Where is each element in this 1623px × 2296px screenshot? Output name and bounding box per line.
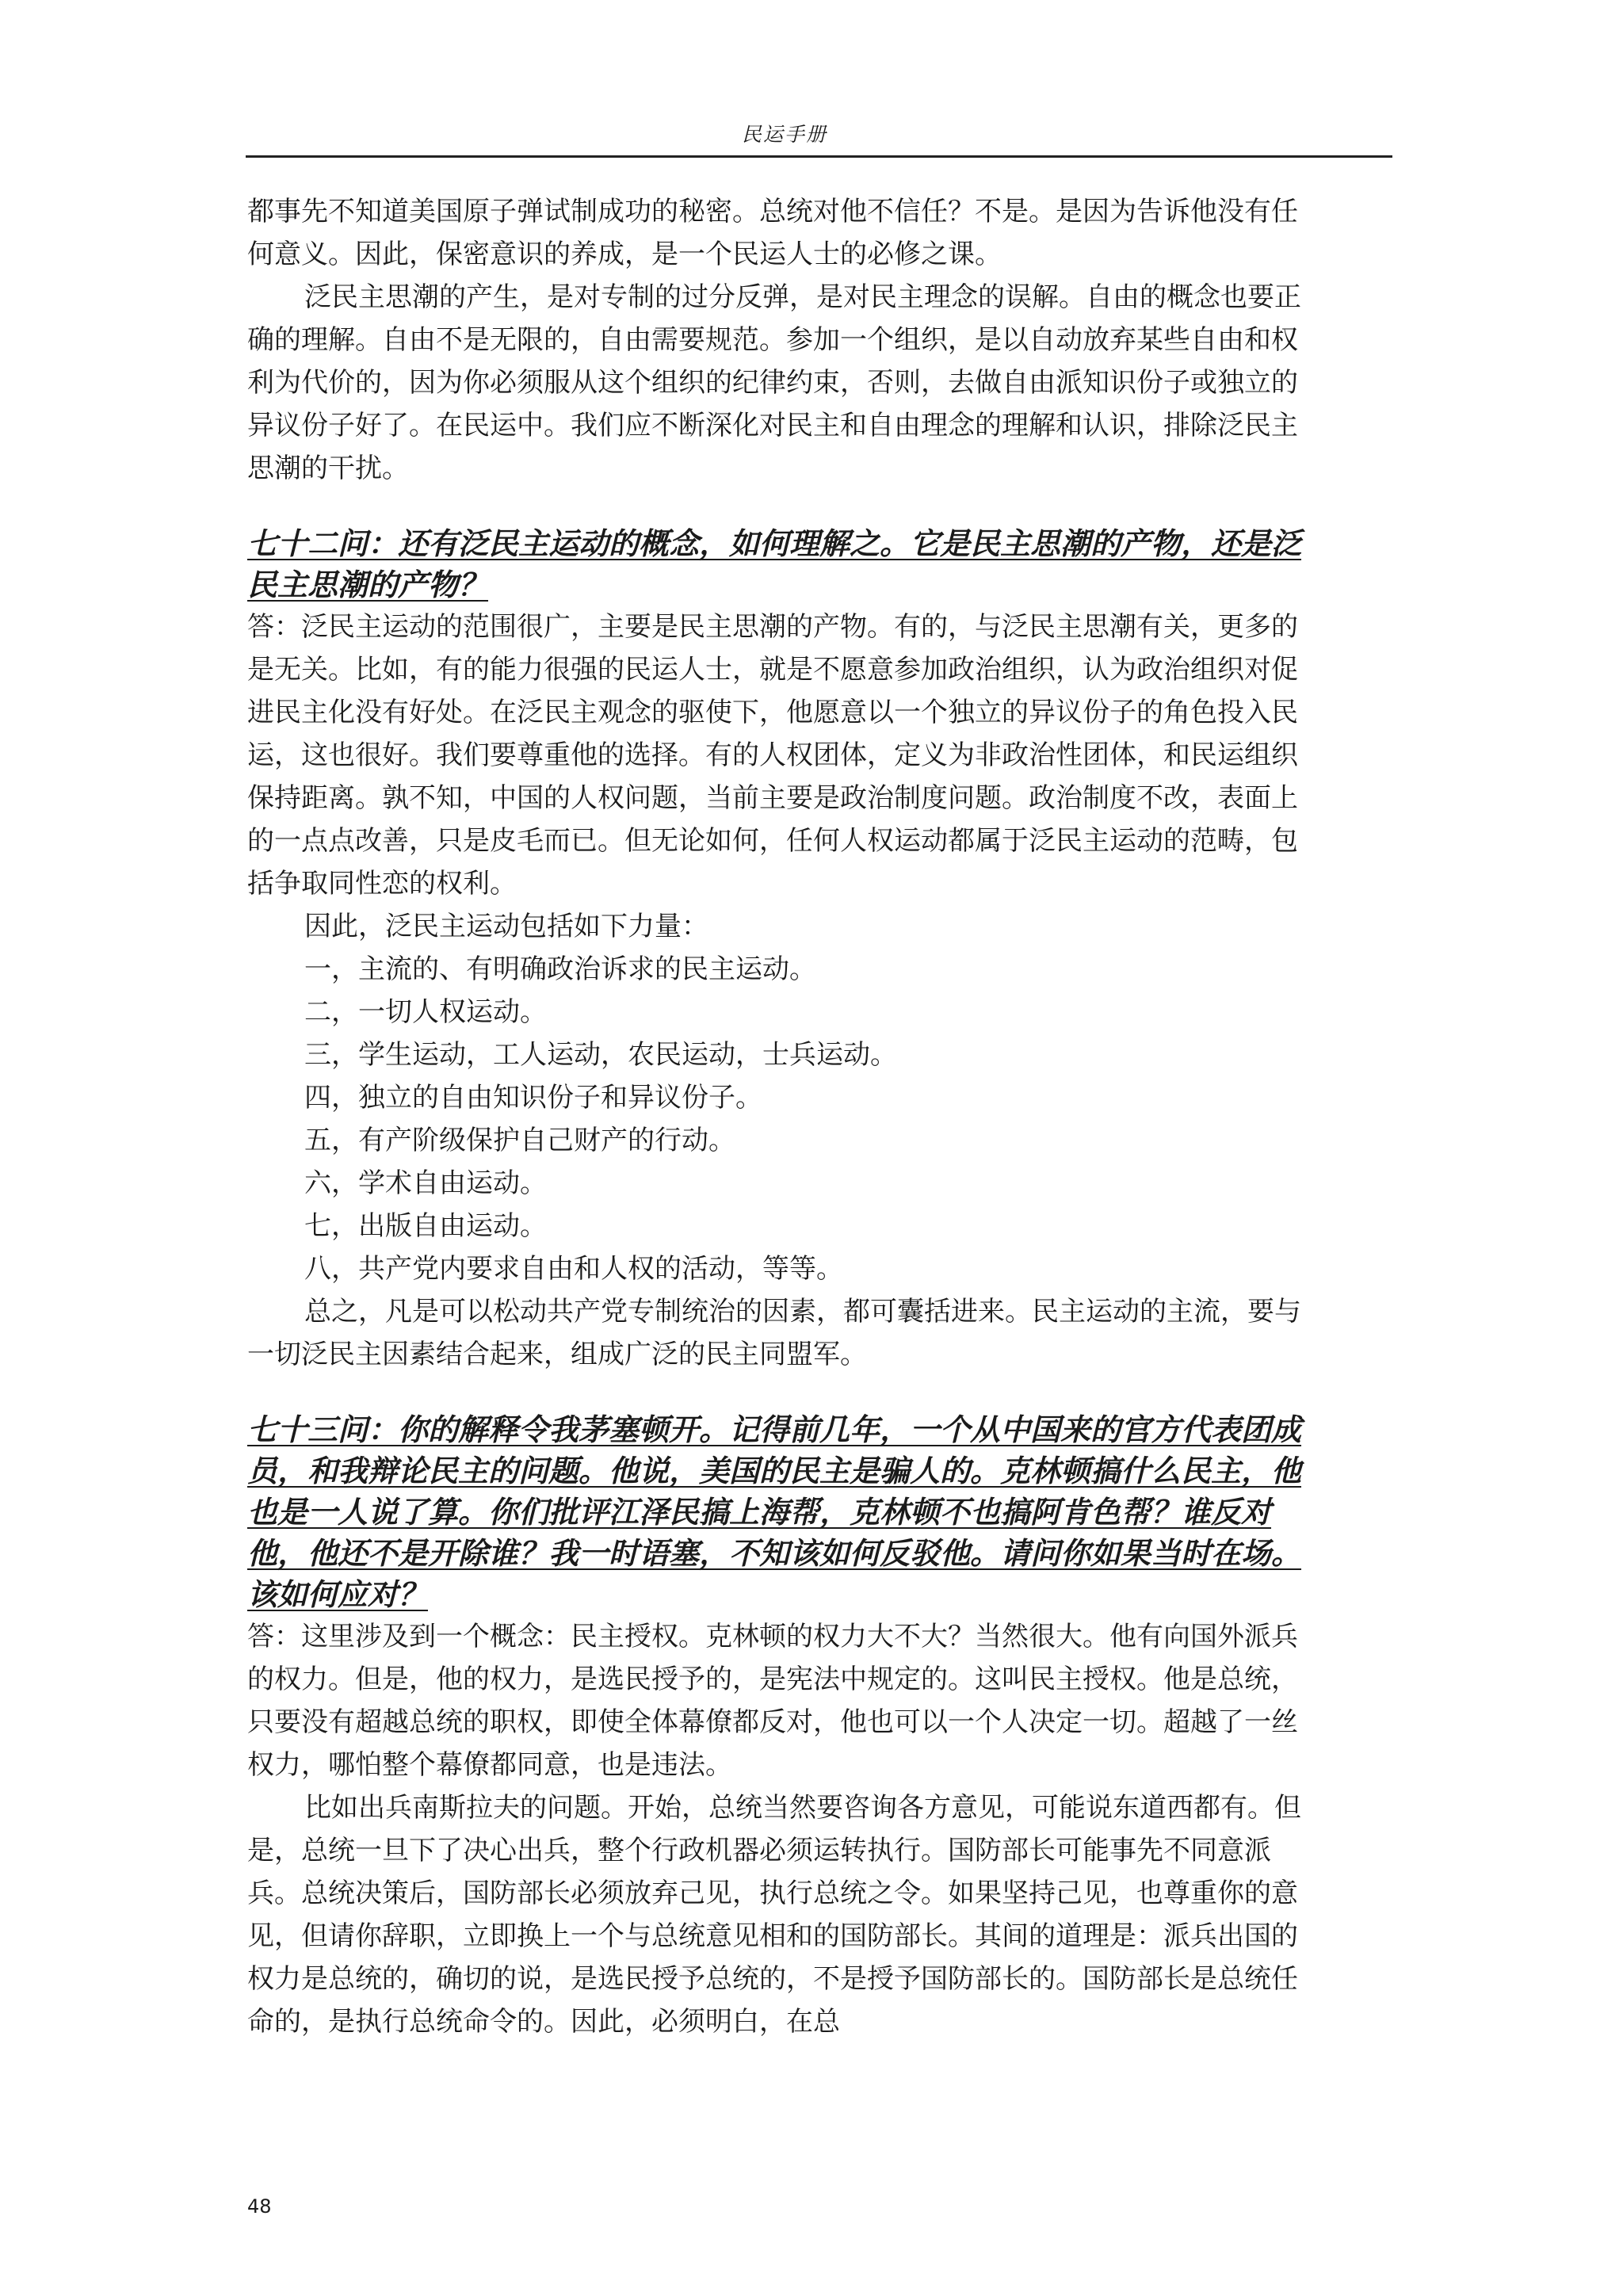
list-item: 五，有产阶级保护自己财产的行动。 <box>304 1125 735 1156</box>
list-item: 八，共产党内要求自由和人权的活动，等等。 <box>304 1253 843 1285</box>
list-item: 七，出版自由运动。 <box>304 1210 547 1242</box>
answer-paragraph: 答：泛民主运动的范围很广，主要是民主思潮的产物。有的，与泛民主思潮有关，更多的是无关。比如，有的能力很强的民运人士，就是不愿意参加政治组织，认为政治组织对促进民主化没有好处。在泛民主观念的驱使下，他愿意以一个独立的异议份子的角色投入民运，这也很好。我们要尊重他的选择。有的人权团体，定义为非政治性团体，和民运组织保持距离。孰不知，中国的人权问题，当前主要是政治制度问题。政治制度不改，表面上的一点点改善，只是皮毛而已。但无论如何，任何人权运动都属于泛民主运动的范畴，包括争取同性恋的权利。 <box>247 611 1298 900</box>
paragraph: 都事先不知道美国原子弹试制成功的秘密。总统对他不信任？不是。是因为告诉他没有任何意义。因此，保密意识的养成，是一个民运人士的必修之课。 <box>247 196 1298 270</box>
page-number: 48 <box>247 2195 272 2218</box>
paragraph: 泛民主思潮的产生，是对专制的过分反弹，是对民主理念的误解。自由的概念也要正确的理解。自由不是无限的，自由需要规范。参加一个组织，是以自动放弃某些自由和权利为代价的，因为你必须服从这个组织的纪律约束，否则，去做自由派知识份子或独立的异议份子好了。在民运中。我们应不断深化对民主和自由理念的理解和认识，排除泛民主思潮的干扰。 <box>247 281 1301 484</box>
paragraph: 因此，泛民主运动包括如下力量： <box>304 911 708 942</box>
list-item: 一，主流的、有明确政治诉求的民主运动。 <box>304 953 816 985</box>
running-header: 民运手册 <box>741 123 827 146</box>
page-body <box>247 190 1301 2043</box>
answer-paragraph: 答：这里涉及到一个概念：民主授权。克林顿的权力大不大？当然很大。他有向国外派兵的权力。但是，他的权力，是选民授予的，是宪法中规定的。这叫民主授权。他是总统，只要没有超越总统的职权，即使全体幕僚都反对，他也可以一个人决定一切。超越了一丝权力，哪怕整个幕僚都同意，也是违法。 <box>247 1621 1298 1781</box>
list-item: 四，独立的自由知识份子和异议份子。 <box>304 1082 762 1114</box>
paragraph: 比如出兵南斯拉夫的问题。开始，总统当然要咨询各方意见，可能说东道西都有。但是，总统一旦下了决心出兵，整个行政机器必须运转执行。国防部长可能事先不同意派兵。总统决策后，国防部长必须放弃己见，执行总统之令。如果坚持己见，也尊重你的意见，但请你辞职，立即换上一个与总统意见相和的国防部长。其间的道理是：派兵出国的权力是总统的，确切的说，是选民授予总统的，不是授予国防部长的。国防部长是总统任命的，是执行总统命令的。因此，必须明白，在总 <box>247 1792 1301 2038</box>
list-item: 三，学生运动，工人运动，农民运动，士兵运动。 <box>304 1039 897 1071</box>
question-heading-73: 七十三问：你的解释令我茅塞顿开。记得前几年，一个从中国来的官方代表团成员，和我辩论民主的问题。他说，美国的民主是骗人的。克林顿搞什么民主，他也是一人说了算。你们批评江泽民搞上海帮，克林顿不也搞阿肯色帮？谁反对他，他还不是开除谁？我一时语塞，不知该如何反驳他。请问你如果当时在场。该如何应对？ <box>247 1412 1302 1612</box>
header-rule <box>246 155 1392 158</box>
list-item: 六，学术自由运动。 <box>304 1167 547 1199</box>
list-item: 二，一切人权运动。 <box>304 996 547 1028</box>
paragraph: 总之，凡是可以松动共产党专制统治的因素，都可囊括进来。民主运动的主流，要与一切泛民主因素结合起来，组成广泛的民主同盟军。 <box>247 1296 1301 1370</box>
question-heading-72: 七十二问：还有泛民主运动的概念，如何理解之。它是民主思潮的产物，还是泛民主思潮的产物？ <box>247 525 1302 602</box>
